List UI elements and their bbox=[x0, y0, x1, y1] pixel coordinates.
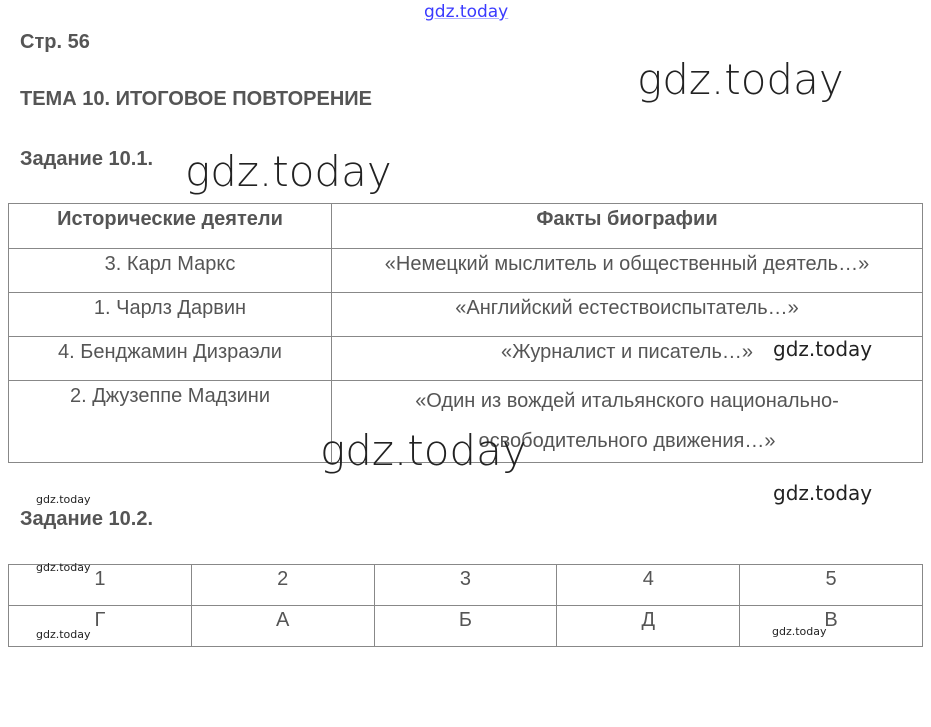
person-cell: 1. Чарлз Дарвин bbox=[9, 293, 332, 337]
watermark-large-1: gdz.today bbox=[637, 55, 844, 104]
watermark-top[interactable]: gdz.today bbox=[424, 2, 509, 22]
watermark-medium-2: gdz.today bbox=[773, 481, 873, 505]
fact-line-2: освободительного движения…» bbox=[478, 430, 776, 452]
header-facts: Факты биографии bbox=[332, 204, 923, 249]
watermark-medium-1: gdz.today bbox=[773, 337, 873, 361]
letter-cell: А bbox=[191, 606, 374, 647]
topic-title: ТЕМА 10. ИТОГОВОЕ ПОВТОРЕНИЕ bbox=[20, 88, 372, 110]
fact-cell: «Немецкий мыслитель и общественный деятель…» bbox=[332, 249, 923, 293]
number-cell: 3 bbox=[374, 565, 557, 606]
fact-cell: «Английский естествоиспытатель…» bbox=[332, 293, 923, 337]
header-persons: Исторические деятели bbox=[9, 204, 332, 249]
letter-cell: Г bbox=[9, 606, 192, 647]
letter-cell: Д bbox=[557, 606, 740, 647]
fact-line-1: «Один из вождей итальянского национально- bbox=[415, 390, 839, 412]
watermark-large-3: gdz.today bbox=[320, 426, 527, 475]
task1-table bbox=[8, 203, 923, 463]
watermark-small-3: gdz.today bbox=[36, 628, 91, 641]
table-row bbox=[9, 249, 923, 293]
letter-cell: В bbox=[740, 606, 923, 647]
watermark-small-4: gdz.today bbox=[772, 625, 827, 638]
task1-title: Задание 10.1. bbox=[20, 148, 154, 170]
person-cell: 2. Джузеппе Мадзини bbox=[9, 381, 332, 463]
person-cell: 4. Бенджамин Дизраэли bbox=[9, 337, 332, 381]
watermark-large-2: gdz.today bbox=[185, 147, 392, 196]
watermark-small-1: gdz.today bbox=[36, 493, 91, 506]
numbers-row bbox=[9, 565, 923, 606]
table-row bbox=[9, 293, 923, 337]
task2-title: Задание 10.2. bbox=[20, 508, 154, 530]
fact-cell: «Журналист и писатель…» bbox=[332, 337, 923, 381]
number-cell: 5 bbox=[740, 565, 923, 606]
table-header-row bbox=[9, 204, 923, 249]
person-cell: 3. Карл Маркс bbox=[9, 249, 332, 293]
page-number: Стр. 56 bbox=[20, 31, 90, 53]
number-cell: 2 bbox=[191, 565, 374, 606]
letter-cell: Б bbox=[374, 606, 557, 647]
watermark-small-2: gdz.today bbox=[36, 561, 91, 574]
number-cell: 1 bbox=[9, 565, 192, 606]
number-cell: 4 bbox=[557, 565, 740, 606]
